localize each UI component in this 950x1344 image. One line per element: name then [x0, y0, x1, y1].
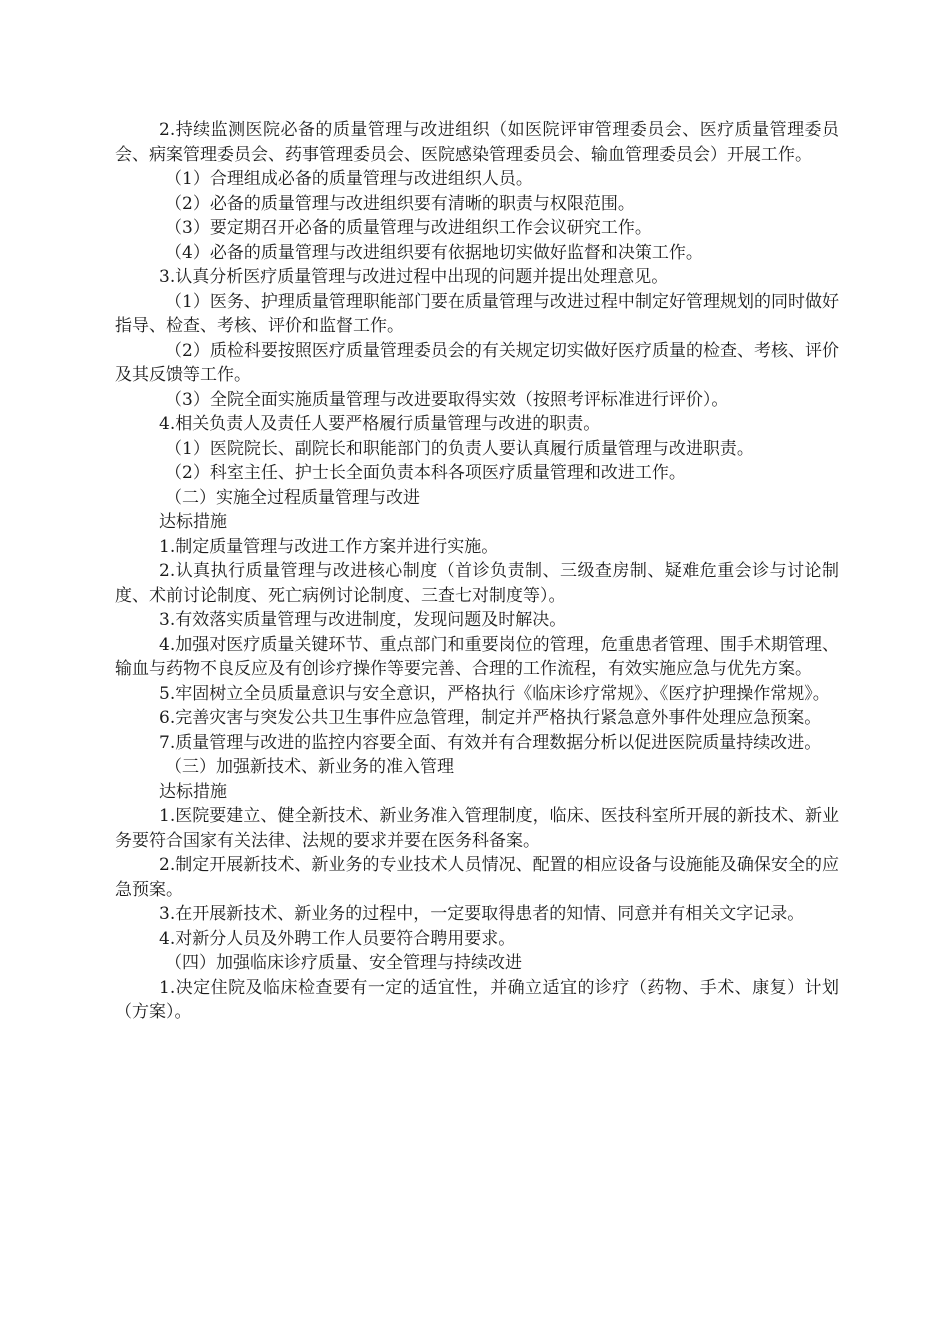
- paragraph: （2）科室主任、护士长全面负责本科各项医疗质量管理和改进工作。: [165, 463, 686, 483]
- subheading: 达标措施: [159, 781, 227, 802]
- paragraph: （1）医务、护理质量管理职能部门要在质量管理与改进过程中制定好管理规划的同时做好指导、检查、考核、评价和监督工作。: [115, 291, 839, 336]
- paragraph: 1.医院要建立、健全新技术、新业务准入管理制度，临床、医技科室所开展的新技术、新业务要符合国家有关法律、法规的要求并要在医务科备案。: [115, 806, 839, 851]
- paragraph: （2）必备的质量管理与改进组织要有清晰的职责与权限范围。: [165, 193, 635, 214]
- document-page: [115, 118, 839, 1025]
- paragraph: 3.有效落实质量管理与改进制度，发现问题及时解决。: [159, 610, 567, 630]
- paragraph: （1）合理组成必备的质量管理与改进组织人员。: [165, 169, 533, 189]
- paragraph: 6.完善灾害与突发公共卫生事件应急管理，制定并严格执行紧急意外事件处理应急预案。: [159, 708, 822, 728]
- section-heading: （二）实施全过程质量管理与改进: [165, 487, 420, 508]
- section-heading: （三）加强新技术、新业务的准入管理: [165, 757, 454, 777]
- section-heading: （四）加强临床诊疗质量、安全管理与持续改进: [165, 953, 522, 973]
- paragraph: （2）质检科要按照医疗质量管理委员会的有关规定切实做好医疗质量的检查、考核、评价及其反馈等工作。: [115, 340, 839, 385]
- paragraph: 4.对新分人员及外聘工作人员要符合聘用要求。: [159, 928, 516, 949]
- paragraph: 2.持续监测医院必备的质量管理与改进组织（如医院评审管理委员会、医疗质量管理委员会、病案管理委员会、药事管理委员会、医院感染管理委员会、输血管理委员会）开展工作。: [115, 120, 839, 165]
- paragraph: 3.在开展新技术、新业务的过程中，一定要取得患者的知情、同意并有相关文字记录。: [159, 904, 805, 924]
- paragraph: （4）必备的质量管理与改进组织要有依据地切实做好监督和决策工作。: [165, 242, 703, 263]
- paragraph: 5.牢固树立全员质量意识与安全意识，严格执行《临床诊疗常规》、《医疗护理操作常规》。: [159, 683, 830, 704]
- paragraph: 1.决定住院及临床检查要有一定的适宜性，并确立适宜的诊疗（药物、手术、康复）计划（方案）。: [115, 977, 839, 1022]
- paragraph: 4.相关负责人及责任人要严格履行质量管理与改进的职责。: [159, 414, 601, 434]
- paragraph: 4.加强对医疗质量关键环节、重点部门和重要岗位的管理，危重患者管理、围手术期管理、输血与药物不良反应及有创诊疗操作等要完善、合理的工作流程，有效实施应急与优先方案。: [115, 634, 839, 679]
- subheading: 达标措施: [159, 512, 227, 532]
- paragraph: 2.制定开展新技术、新业务的专业技术人员情况、配置的相应设备与设施能及确保安全的应急预案。: [115, 855, 839, 900]
- paragraph: 1.制定质量管理与改进工作方案并进行实施。: [159, 536, 499, 557]
- paragraph: （1）医院院长、副院长和职能部门的负责人要认真履行质量管理与改进职责。: [165, 438, 754, 459]
- paragraph: 7.质量管理与改进的监控内容要全面、有效并有合理数据分析以促进医院质量持续改进。: [159, 732, 822, 753]
- paragraph: （3）全院全面实施质量管理与改进要取得实效（按照考评标准进行评价）。: [165, 389, 729, 410]
- paragraph: 3.认真分析医疗质量管理与改进过程中出现的问题并提出处理意见。: [159, 267, 669, 287]
- paragraph: 2.认真执行质量管理与改进核心制度（首诊负责制、三级查房制、疑难危重会诊与讨论制度、术前讨论制度、死亡病例讨论制度、三查七对制度等）。: [115, 561, 839, 606]
- paragraph: （3）要定期召开必备的质量管理与改进组织工作会议研究工作。: [165, 218, 652, 238]
